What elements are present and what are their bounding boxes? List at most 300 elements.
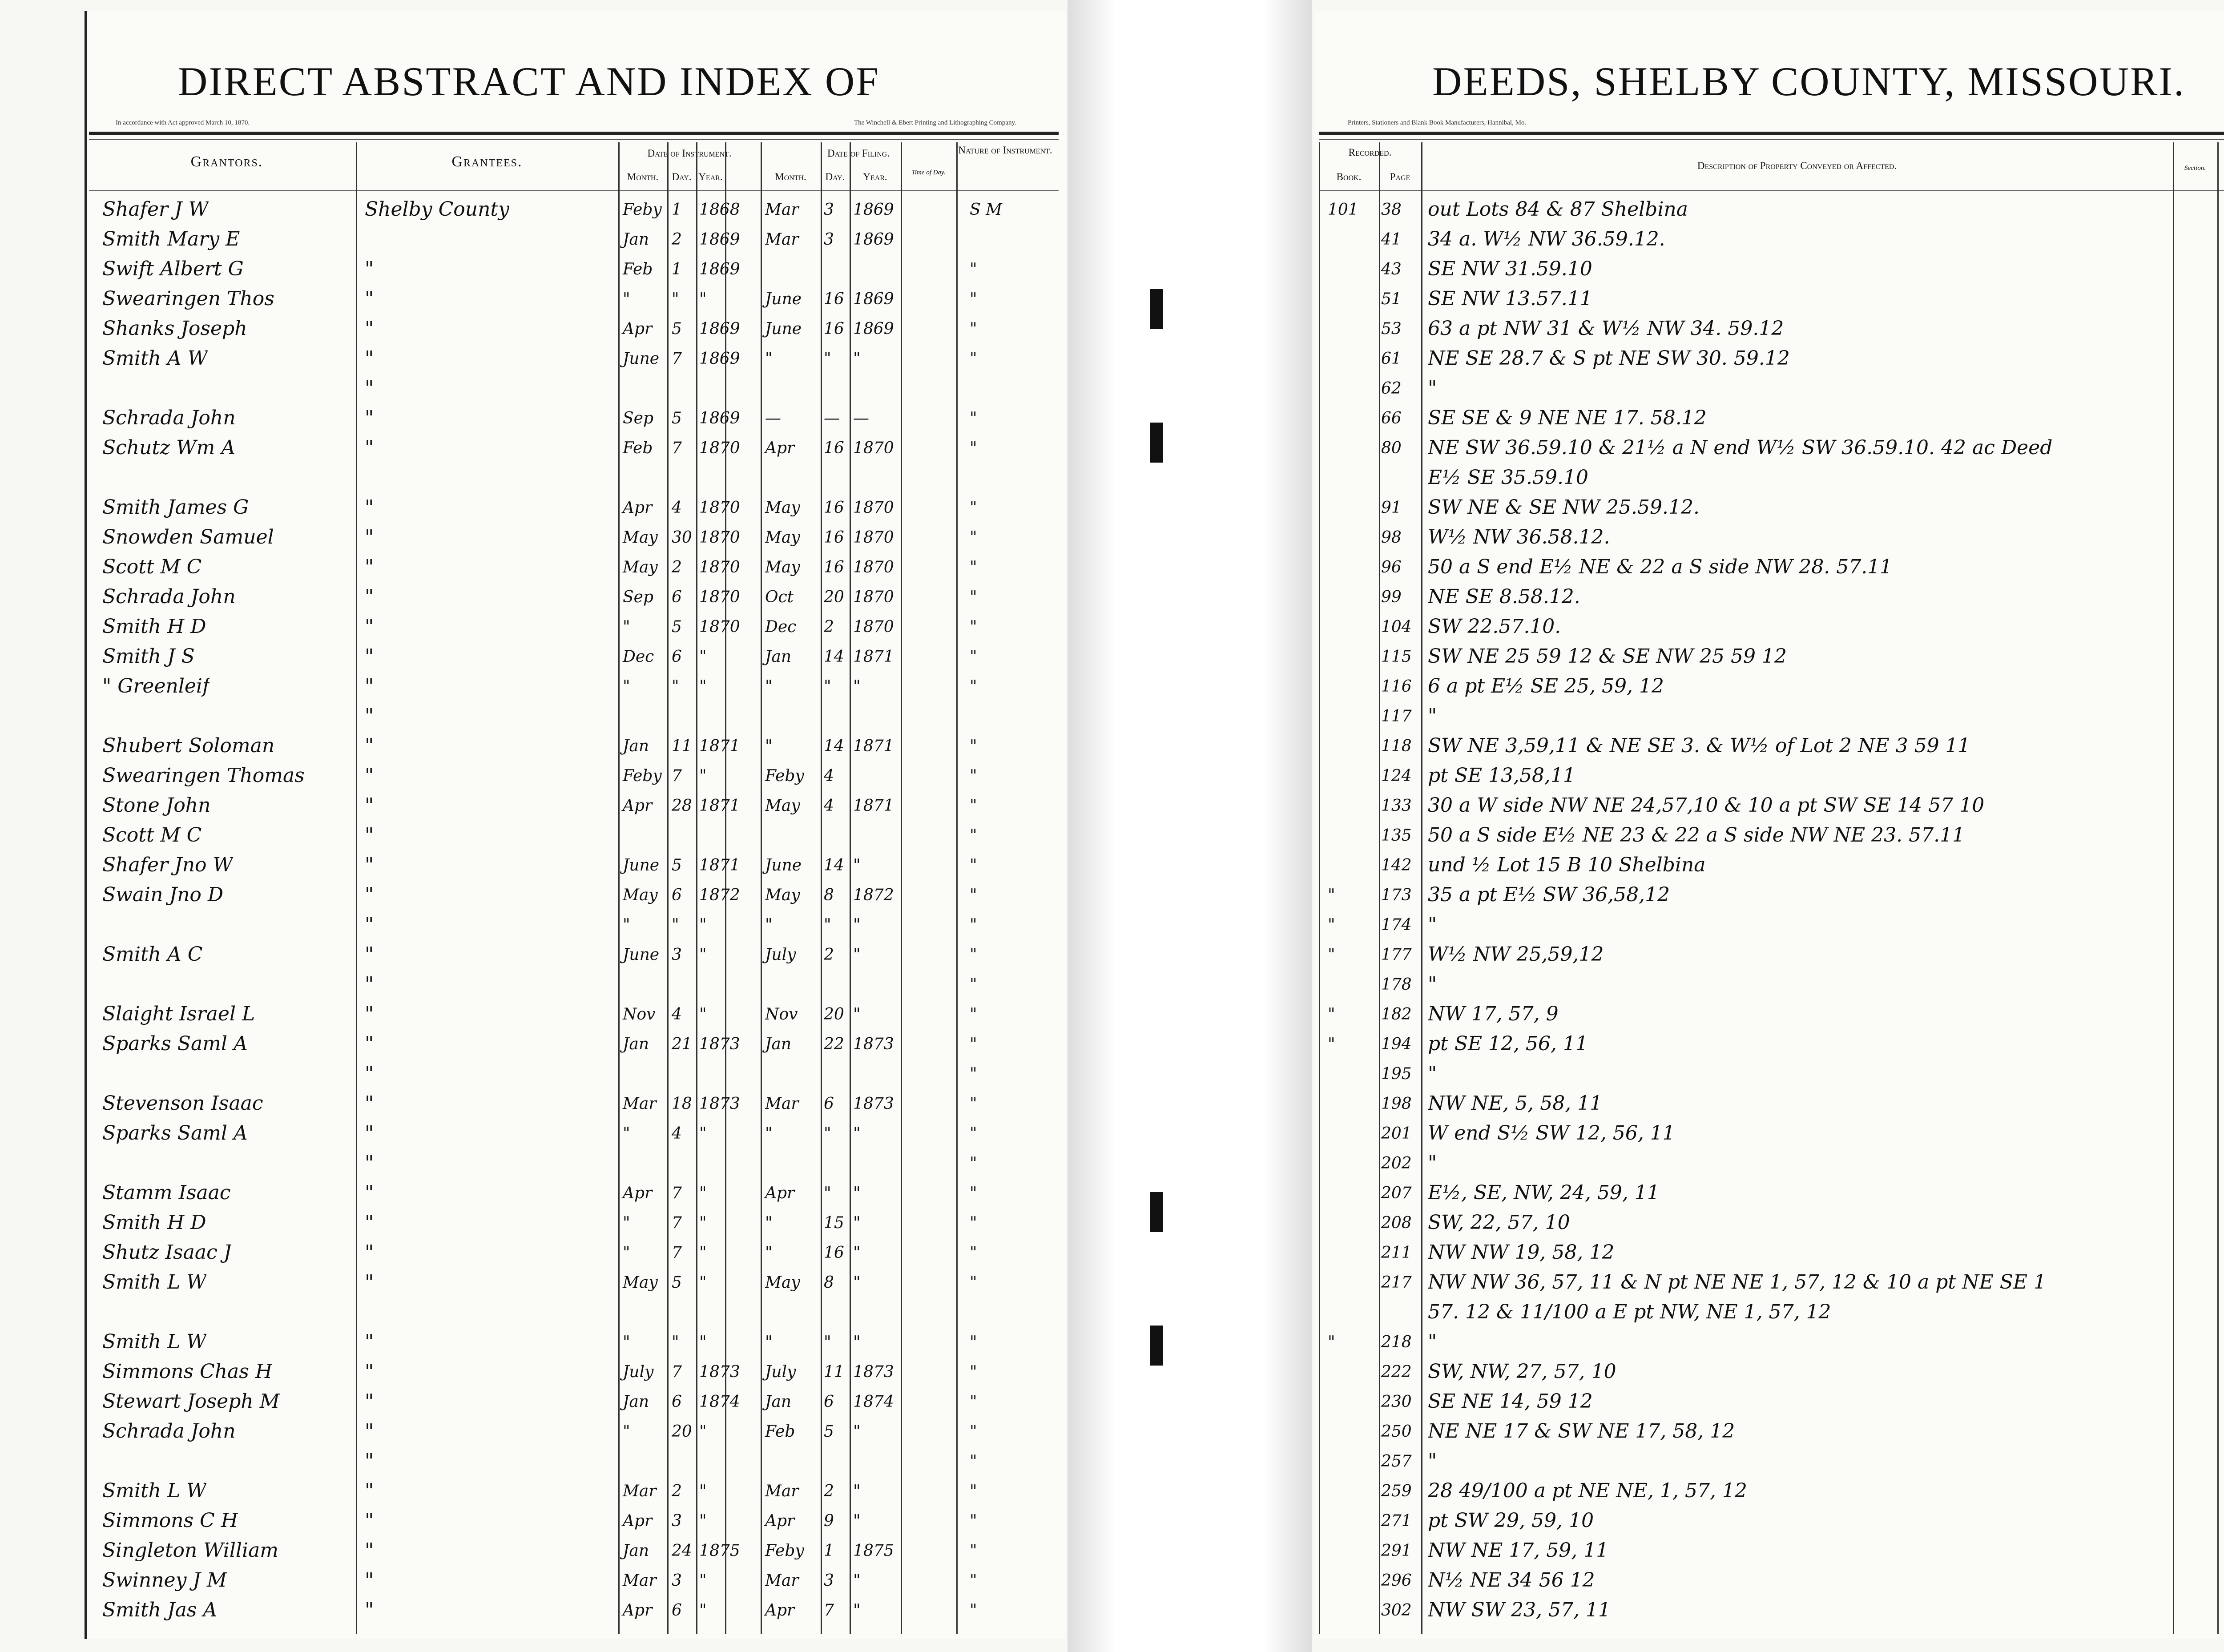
filing-year-cell: 1870	[853, 439, 894, 457]
nature-cell: "	[970, 856, 977, 874]
instrument-month-cell: Apr	[623, 320, 653, 338]
filing-month-cell: May	[765, 499, 800, 517]
header-description: Description of Property Conveyed or Affected.	[1697, 160, 1897, 171]
nature-cell: "	[970, 439, 977, 457]
instrument-day-cell: "	[672, 290, 679, 308]
filing-day-cell: 2	[824, 946, 834, 964]
grantor-cell: " Greenleif	[102, 675, 210, 697]
instrument-day-cell: "	[672, 677, 679, 696]
filing-day-cell: 16	[824, 528, 844, 547]
filing-day-cell: 2	[824, 1482, 834, 1500]
nature-cell: "	[970, 350, 977, 368]
filing-year-cell: "	[853, 1214, 861, 1232]
column-divider	[761, 142, 762, 1634]
nature-cell: "	[970, 1244, 977, 1262]
filing-year-cell: "	[853, 350, 861, 368]
grantor-cell: Stamm Isaac	[102, 1181, 231, 1204]
instrument-month-cell: Jan	[623, 737, 649, 755]
page-cell: 217	[1381, 1273, 1412, 1292]
page-cell: 302	[1381, 1601, 1412, 1620]
filing-month-cell: Apr	[765, 439, 795, 457]
instrument-year-cell: 1870	[699, 528, 740, 547]
nature-cell: "	[970, 260, 977, 278]
grantee-cell: "	[365, 1330, 374, 1353]
header-filing-year: Year.	[863, 171, 887, 182]
grantor-cell: Swift Albert G	[102, 258, 244, 280]
instrument-day-cell: 3	[672, 1571, 682, 1590]
instrument-month-cell: Feby	[623, 201, 662, 219]
filing-day-cell: 4	[824, 767, 834, 785]
instrument-year-cell: "	[699, 1601, 707, 1620]
filing-day-cell: 16	[824, 439, 844, 457]
instrument-day-cell: 7	[672, 1244, 682, 1262]
description-cell: 34 a. W½ NW 36.59.12.	[1428, 228, 1665, 250]
filing-month-cell: Oct	[765, 588, 794, 606]
header-day: Day.	[672, 171, 692, 182]
filing-month-cell: Mar	[765, 1571, 799, 1590]
grantee-cell: "	[365, 377, 374, 399]
header-section: Section.	[2184, 165, 2206, 172]
filing-month-cell: Apr	[765, 1184, 795, 1202]
instrument-year-cell: 1870	[699, 499, 740, 517]
nature-cell: "	[970, 528, 977, 547]
binding-hole	[1150, 1192, 1163, 1232]
instrument-year-cell: 1873	[699, 1095, 740, 1113]
grantor-cell: Smith H D	[102, 1211, 206, 1234]
grantee-cell: "	[365, 764, 374, 787]
filing-year-cell: 1874	[853, 1393, 894, 1411]
instrument-year-cell: "	[699, 946, 707, 964]
binding-hole	[1150, 423, 1163, 463]
description-cell: 50 a S side E½ NE 23 & 22 a S side NW NE 23. 57.11	[1428, 824, 1965, 846]
filing-month-cell: "	[765, 350, 773, 368]
column-divider	[2217, 142, 2219, 1634]
filing-day-cell: 4	[824, 797, 834, 815]
grantor-cell: Simmons Chas H	[102, 1360, 273, 1383]
left-page-title: DIRECT ABSTRACT AND INDEX OF	[178, 59, 880, 104]
filing-day-cell: 22	[824, 1035, 844, 1053]
grantor-cell: Swearingen Thos	[102, 287, 274, 310]
instrument-day-cell: 18	[672, 1095, 692, 1113]
page-cell: 177	[1381, 946, 1412, 964]
filing-year-cell: "	[853, 1124, 861, 1143]
instrument-day-cell: 6	[672, 1393, 682, 1411]
filing-day-cell: 14	[824, 856, 844, 874]
binding-hole	[1150, 289, 1163, 329]
instrument-day-cell: "	[672, 916, 679, 934]
act-note: In accordance with Act approved March 10, 1870.	[116, 119, 250, 126]
description-cell: 28 49/100 a pt NE NE, 1, 57, 12	[1428, 1479, 1747, 1502]
page-cell: 182	[1381, 1005, 1412, 1023]
instrument-year-cell: "	[699, 1244, 707, 1262]
grantor-cell: Sparks Saml A	[102, 1032, 248, 1055]
right-printer-credit: Printers, Stationers and Blank Book Manufacturers, Hannibal, Mo.	[1348, 119, 1527, 126]
instrument-month-cell: "	[623, 677, 630, 696]
filing-month-cell: Jan	[765, 1035, 792, 1053]
grantee-cell: "	[365, 1509, 374, 1532]
instrument-year-cell: "	[699, 677, 707, 696]
instrument-month-cell: May	[623, 528, 658, 547]
page-cell: 118	[1381, 737, 1412, 755]
description-cell: NW NE 17, 59, 11	[1428, 1539, 1609, 1562]
column-divider	[1421, 142, 1422, 1634]
header-grantors: Grantors.	[190, 153, 263, 170]
filing-month-cell: June	[765, 290, 802, 308]
description-cell: W½ NW 36.58.12.	[1428, 526, 1610, 548]
instrument-day-cell: 3	[672, 1512, 682, 1530]
instrument-day-cell: 2	[672, 558, 682, 576]
filing-year-cell: 1870	[853, 558, 894, 576]
filing-year-cell: "	[853, 1482, 861, 1500]
header-page: Page	[1390, 171, 1410, 182]
grantor-cell: Smith A W	[102, 347, 208, 370]
left-header-rule	[89, 132, 1059, 135]
instrument-year-cell: 1873	[699, 1035, 740, 1053]
filing-month-cell: Mar	[765, 1482, 799, 1500]
filing-month-cell: May	[765, 1273, 800, 1292]
filing-year-cell: "	[853, 677, 861, 696]
filing-day-cell: 3	[824, 1571, 834, 1590]
filing-day-cell: 16	[824, 1244, 844, 1262]
page-cell: 51	[1381, 290, 1402, 308]
description-cell: NE SW 36.59.10 & 21½ a N end W½ SW 36.59.10. 42 ac Deed	[1428, 436, 2053, 459]
filing-month-cell: Apr	[765, 1601, 795, 1620]
instrument-year-cell: "	[699, 290, 707, 308]
grantor-cell: Scott M C	[102, 824, 202, 846]
description-cell: SE NE 14, 59 12	[1428, 1390, 1593, 1413]
instrument-year-cell: 1869	[699, 409, 740, 427]
description-cell: "	[1428, 1062, 1437, 1085]
column-divider	[1379, 142, 1380, 1634]
grantee-cell: "	[365, 1479, 374, 1502]
instrument-day-cell: 7	[672, 350, 682, 368]
page-cell: 133	[1381, 797, 1412, 815]
description-cell: NW NW 19, 58, 12	[1428, 1241, 1615, 1264]
filing-month-cell: "	[765, 1333, 773, 1351]
filing-month-cell: Mar	[765, 1095, 799, 1113]
grantee-cell: "	[365, 1122, 374, 1144]
instrument-day-cell: 1	[672, 260, 682, 278]
instrument-month-cell: June	[623, 350, 660, 368]
nature-cell: "	[970, 737, 977, 755]
filing-month-cell: —	[765, 409, 781, 427]
page-cell: 38	[1381, 201, 1402, 219]
filing-month-cell: Apr	[765, 1512, 795, 1530]
instrument-day-cell: 1	[672, 201, 682, 219]
grantee-cell: "	[365, 1003, 374, 1025]
description-cell: NE SE 28.7 & S pt NE SW 30. 59.12	[1428, 347, 1790, 370]
nature-cell: "	[970, 1154, 977, 1173]
header-filing-month: Month.	[775, 171, 806, 182]
grantee-cell: "	[365, 287, 374, 310]
nature-cell: "	[970, 1452, 977, 1471]
page-cell: 117	[1381, 707, 1412, 725]
filing-month-cell: May	[765, 797, 800, 815]
page-cell: 296	[1381, 1571, 1412, 1590]
filing-year-cell: 1869	[853, 320, 894, 338]
grantor-cell: Schrada John	[102, 407, 236, 429]
instrument-month-cell: May	[623, 1273, 658, 1292]
filing-month-cell: "	[765, 677, 773, 696]
column-divider	[667, 142, 669, 1634]
filing-month-cell: "	[765, 916, 773, 934]
instrument-month-cell: Sep	[623, 588, 654, 606]
instrument-year-cell: 1871	[699, 856, 740, 874]
grantor-cell: Shafer Jno W	[102, 854, 233, 876]
instrument-day-cell: "	[672, 1333, 679, 1351]
instrument-month-cell: Jan	[623, 1542, 649, 1560]
grantor-cell: Stewart Joseph M	[102, 1390, 280, 1413]
page-cell: 208	[1381, 1214, 1412, 1232]
nature-cell: "	[970, 797, 977, 815]
instrument-month-cell: Mar	[623, 1095, 657, 1113]
grantee-cell: "	[365, 1032, 374, 1055]
grantee-cell: "	[365, 675, 374, 697]
header-date-instrument: Date of Instrument.	[647, 148, 732, 159]
instrument-day-cell: 28	[672, 797, 692, 815]
filing-month-cell: Jan	[765, 648, 792, 666]
filing-year-cell: "	[853, 1184, 861, 1202]
instrument-year-cell: 1869	[699, 230, 740, 249]
instrument-year-cell: 1875	[699, 1542, 740, 1560]
grantee-cell: "	[365, 496, 374, 519]
filing-day-cell: 16	[824, 320, 844, 338]
description-cell: W end S½ SW 12, 56, 11	[1428, 1122, 1675, 1144]
filing-day-cell: 1	[824, 1542, 834, 1560]
page-cell: 222	[1381, 1363, 1412, 1381]
instrument-year-cell: "	[699, 1273, 707, 1292]
filing-month-cell: Mar	[765, 201, 799, 219]
description-cell: SE NW 31.59.10	[1428, 258, 1592, 280]
grantee-cell: "	[365, 1450, 374, 1472]
nature-cell: "	[970, 677, 977, 696]
instrument-month-cell: Nov	[623, 1005, 656, 1023]
filing-month-cell: Feby	[765, 1542, 804, 1560]
filing-day-cell: "	[824, 916, 831, 934]
description-cell: SW NE 25 59 12 & SE NW 25 59 12	[1428, 645, 1787, 668]
grantee-cell: "	[365, 1211, 374, 1234]
instrument-day-cell: 6	[672, 648, 682, 666]
filing-year-cell: 1873	[853, 1095, 894, 1113]
grantor-cell: Smith J S	[102, 645, 195, 668]
filing-month-cell: May	[765, 886, 800, 904]
instrument-month-cell: May	[623, 558, 658, 576]
description-cell: 63 a pt NW 31 & W½ NW 34. 59.12	[1428, 317, 1784, 340]
filing-day-cell: 11	[824, 1363, 844, 1381]
instrument-day-cell: 5	[672, 409, 682, 427]
instrument-year-cell: 1869	[699, 320, 740, 338]
grantee-cell: "	[365, 1271, 374, 1293]
filing-day-cell: 5	[824, 1422, 834, 1441]
nature-cell: "	[970, 499, 977, 517]
instrument-day-cell: 5	[672, 856, 682, 874]
header-filing-day: Day.	[825, 171, 845, 182]
instrument-month-cell: Apr	[623, 797, 653, 815]
page-cell: 116	[1381, 677, 1412, 696]
grantor-cell: Snowden Samuel	[102, 526, 274, 548]
instrument-day-cell: 2	[672, 230, 682, 249]
description-cell: SE SE & 9 NE NE 17. 58.12	[1428, 407, 1707, 429]
instrument-day-cell: 20	[672, 1422, 692, 1441]
book-gutter	[1068, 0, 1312, 1652]
description-cell: SW, 22, 57, 10	[1428, 1211, 1570, 1234]
grantor-cell: Schrada John	[102, 585, 236, 608]
left-printer-credit: The Winchell & Ebert Printing and Lithographing Company.	[854, 119, 1016, 126]
page-cell: 62	[1381, 379, 1402, 398]
nature-cell: "	[970, 1601, 977, 1620]
nature-cell: "	[970, 618, 977, 636]
description-cell: NW NW 36, 57, 11 & N pt NE NE 1, 57, 12 & 10 a pt NE SE 1	[1428, 1271, 2046, 1293]
filing-month-cell: Mar	[765, 230, 799, 249]
column-divider	[618, 142, 620, 1634]
page-cell: 173	[1381, 886, 1412, 904]
binding-hole	[1150, 1326, 1163, 1366]
book-cell: "	[1328, 1333, 1335, 1351]
page-cell: 207	[1381, 1184, 1412, 1202]
nature-cell: "	[970, 648, 977, 666]
grantee-cell: "	[365, 1241, 374, 1264]
filing-day-cell: 15	[824, 1214, 844, 1232]
grantor-cell: Schrada John	[102, 1420, 236, 1442]
page-cell: 115	[1381, 648, 1412, 666]
instrument-month-cell: Sep	[623, 409, 654, 427]
instrument-year-cell: 1873	[699, 1363, 740, 1381]
grantee-cell: "	[365, 585, 374, 608]
filing-year-cell: "	[853, 946, 861, 964]
instrument-year-cell: "	[699, 767, 707, 785]
book-cell: "	[1328, 1005, 1335, 1023]
column-divider	[850, 142, 851, 1634]
column-divider	[696, 142, 697, 1634]
grantee-cell: "	[365, 854, 374, 876]
header-nature: Nature of Instrument.	[958, 145, 1052, 156]
description-cell: SW, NW, 27, 57, 10	[1428, 1360, 1616, 1383]
grantor-cell: Stone John	[102, 794, 211, 817]
filing-month-cell: July	[765, 1363, 796, 1381]
filing-day-cell: 6	[824, 1393, 834, 1411]
nature-cell: "	[970, 1333, 977, 1351]
grantee-cell: "	[365, 973, 374, 995]
instrument-day-cell: 4	[672, 499, 682, 517]
instrument-month-cell: Dec	[623, 648, 654, 666]
filing-year-cell: "	[853, 1512, 861, 1530]
instrument-month-cell: Apr	[623, 1512, 653, 1530]
instrument-month-cell: "	[623, 1124, 630, 1143]
filing-year-cell: 1869	[853, 230, 894, 249]
filing-day-cell: 3	[824, 201, 834, 219]
description-cell: 6 a pt E½ SE 25, 59, 12	[1428, 675, 1664, 697]
filing-month-cell: May	[765, 558, 800, 576]
description-cell: SE NW 13.57.11	[1428, 287, 1592, 310]
grantee-cell: "	[365, 347, 374, 370]
page-cell: 271	[1381, 1512, 1412, 1530]
nature-cell: "	[970, 558, 977, 576]
instrument-year-cell: 1870	[699, 618, 740, 636]
instrument-day-cell: 7	[672, 1184, 682, 1202]
nature-cell: "	[970, 320, 977, 338]
filing-day-cell: "	[824, 1184, 831, 1202]
instrument-day-cell: 24	[672, 1542, 692, 1560]
grantee-cell: "	[365, 615, 374, 638]
description-cell: "	[1428, 705, 1437, 727]
description-cell: N½ NE 34 56 12	[1428, 1569, 1595, 1592]
nature-cell: "	[970, 1542, 977, 1560]
header-time-of-day: Time of Day.	[911, 169, 946, 176]
nature-cell: "	[970, 975, 977, 994]
filing-month-cell: Jan	[765, 1393, 792, 1411]
instrument-month-cell: May	[623, 886, 658, 904]
instrument-day-cell: 5	[672, 618, 682, 636]
description-cell: NW SW 23, 57, 11	[1428, 1599, 1611, 1621]
book-cell: "	[1328, 886, 1335, 904]
nature-cell: "	[970, 409, 977, 427]
page-cell: 178	[1381, 975, 1412, 994]
header-year: Year.	[698, 171, 723, 182]
nature-cell: "	[970, 916, 977, 934]
header-book: Book.	[1336, 171, 1362, 182]
page-cell: 195	[1381, 1065, 1412, 1083]
instrument-month-cell: Apr	[623, 1601, 653, 1620]
page-cell: 142	[1381, 856, 1412, 874]
filing-day-cell: "	[824, 1124, 831, 1143]
instrument-year-cell: 1869	[699, 350, 740, 368]
instrument-month-cell: June	[623, 946, 660, 964]
nature-cell: "	[970, 826, 977, 845]
instrument-day-cell: 7	[672, 1363, 682, 1381]
filing-year-cell: 1873	[853, 1363, 894, 1381]
right-column-header-rule	[1319, 190, 2224, 191]
page-cell: 218	[1381, 1333, 1412, 1351]
nature-cell: "	[970, 1422, 977, 1441]
instrument-month-cell: "	[623, 1214, 630, 1232]
grantee-cell: "	[365, 645, 374, 668]
header-township	[2217, 165, 2224, 172]
description-cell: 50 a S end E½ NE & 22 a S side NW 28. 57.11	[1428, 556, 1893, 578]
page-cell: 194	[1381, 1035, 1412, 1053]
grantee-cell: "	[365, 883, 374, 906]
filing-year-cell: 1869	[853, 201, 894, 219]
grantor-cell: Shubert Soloman	[102, 734, 275, 757]
description-cell: out Lots 84 & 87 Shelbina	[1428, 198, 1688, 221]
grantor-cell: Smith A C	[102, 943, 203, 966]
grantee-cell: "	[365, 1062, 374, 1085]
grantee-cell: "	[365, 258, 374, 280]
filing-day-cell: 16	[824, 499, 844, 517]
description-cell: NE NE 17 & SW NE 17, 58, 12	[1428, 1420, 1735, 1442]
grantor-cell: Smith L W	[102, 1330, 207, 1353]
nature-cell: "	[970, 1273, 977, 1292]
description-cell: "	[1428, 377, 1437, 399]
instrument-year-cell: 1870	[699, 439, 740, 457]
filing-month-cell: Feb	[765, 1422, 795, 1441]
grantee-cell: "	[365, 526, 374, 548]
description-cell: SW NE & SE NW 25.59.12.	[1428, 496, 1700, 519]
instrument-day-cell: 6	[672, 886, 682, 904]
nature-cell: "	[970, 1482, 977, 1500]
instrument-year-cell: "	[699, 1482, 707, 1500]
instrument-day-cell: 6	[672, 588, 682, 606]
nature-cell: "	[970, 1005, 977, 1023]
filing-day-cell: 16	[824, 558, 844, 576]
instrument-year-cell: 1869	[699, 260, 740, 278]
instrument-day-cell: 4	[672, 1124, 682, 1143]
filing-month-cell: "	[765, 1124, 773, 1143]
grantee-cell: "	[365, 734, 374, 757]
grantor-cell: Smith Mary E	[102, 228, 240, 250]
column-divider	[956, 142, 958, 1634]
page-cell: 99	[1381, 588, 1402, 606]
filing-day-cell: 8	[824, 1273, 834, 1292]
